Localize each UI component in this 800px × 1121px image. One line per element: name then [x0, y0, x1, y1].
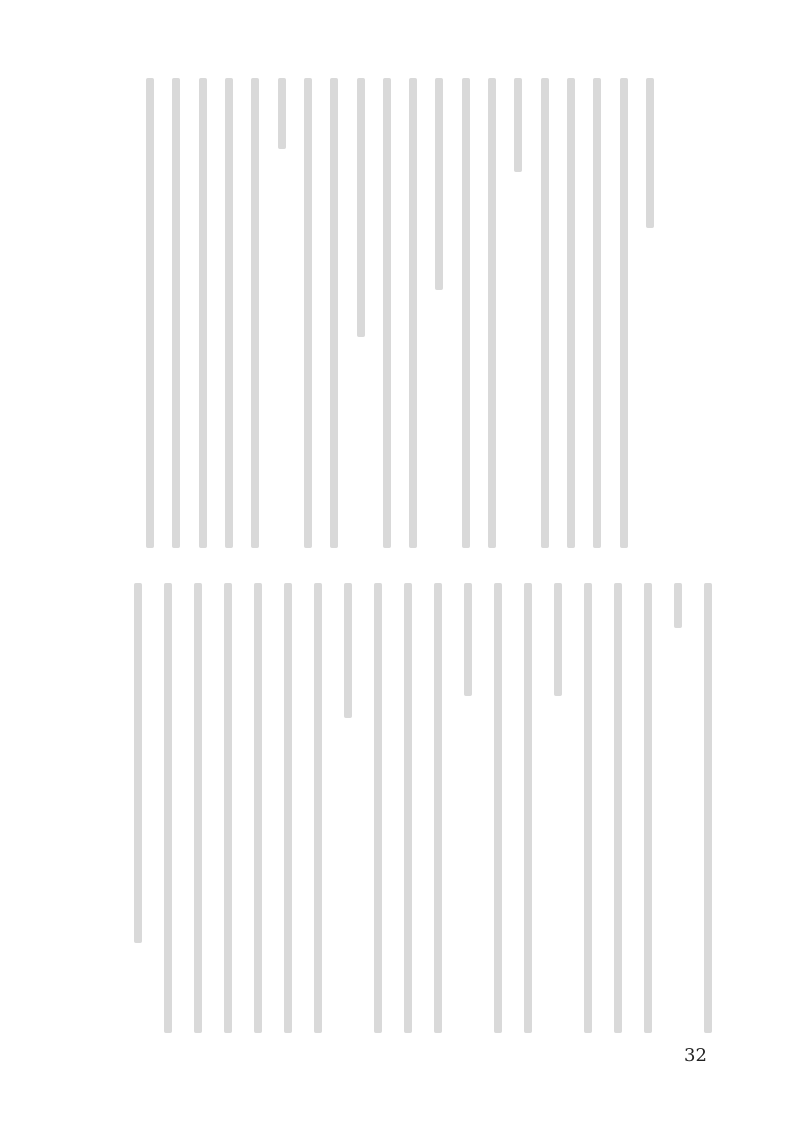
text-line — [368, 583, 388, 1033]
redacted-line-placeholder — [224, 583, 232, 1033]
text-line — [640, 78, 660, 548]
redacted-line-placeholder — [704, 583, 712, 1033]
text-line — [698, 583, 718, 1033]
text-line — [188, 583, 208, 1033]
text-line — [298, 78, 318, 548]
text-line — [587, 78, 607, 548]
text-line — [403, 78, 423, 548]
redacted-line-placeholder — [514, 78, 522, 172]
text-line — [308, 583, 328, 1033]
redacted-line-placeholder — [146, 78, 154, 548]
redacted-line-placeholder — [614, 583, 622, 1033]
redacted-line-placeholder — [374, 583, 382, 1033]
redacted-line-placeholder — [644, 583, 652, 1033]
text-line — [535, 78, 555, 548]
redacted-line-placeholder — [593, 78, 601, 548]
redacted-line-placeholder — [251, 78, 259, 548]
text-line — [488, 583, 508, 1033]
text-line — [508, 78, 528, 548]
redacted-line-placeholder — [488, 78, 496, 548]
redacted-line-placeholder — [567, 78, 575, 548]
text-line — [561, 78, 581, 548]
text-line — [614, 78, 634, 548]
text-line — [245, 78, 265, 548]
text-line — [377, 78, 397, 548]
text-line — [338, 583, 358, 1033]
redacted-line-placeholder — [434, 583, 442, 1033]
page-number: 32 — [684, 1045, 707, 1066]
text-line — [324, 78, 344, 548]
text-line — [398, 583, 418, 1033]
text-line — [278, 583, 298, 1033]
redacted-line-placeholder — [620, 78, 628, 548]
text-line — [548, 583, 568, 1033]
redacted-line-placeholder — [464, 583, 472, 696]
text-line — [428, 583, 448, 1033]
redacted-line-placeholder — [462, 78, 470, 548]
redacted-line-placeholder — [357, 78, 365, 337]
text-line — [351, 78, 371, 548]
redacted-line-placeholder — [225, 78, 233, 548]
redacted-line-placeholder — [194, 583, 202, 1033]
redacted-line-placeholder — [404, 583, 412, 1033]
text-line — [140, 78, 160, 548]
text-line — [608, 583, 628, 1033]
text-line — [219, 78, 239, 548]
text-line — [128, 583, 148, 1033]
redacted-line-placeholder — [674, 583, 682, 628]
text-line — [193, 78, 213, 548]
text-line — [248, 583, 268, 1033]
text-line — [429, 78, 449, 548]
lower-text-block — [128, 583, 718, 1033]
redacted-line-placeholder — [330, 78, 338, 548]
redacted-line-placeholder — [304, 78, 312, 548]
redacted-line-placeholder — [435, 78, 443, 290]
redacted-line-placeholder — [344, 583, 352, 718]
redacted-line-placeholder — [134, 583, 142, 943]
redacted-line-placeholder — [554, 583, 562, 696]
text-line — [578, 583, 598, 1033]
redacted-line-placeholder — [199, 78, 207, 548]
redacted-line-placeholder — [383, 78, 391, 548]
redacted-line-placeholder — [584, 583, 592, 1033]
text-line — [218, 583, 238, 1033]
redacted-line-placeholder — [646, 78, 654, 228]
text-line — [166, 78, 186, 548]
text-line — [638, 583, 658, 1033]
redacted-line-placeholder — [524, 583, 532, 1033]
text-line — [158, 583, 178, 1033]
upper-text-block — [140, 78, 660, 548]
text-line — [668, 583, 688, 1033]
text-line — [518, 583, 538, 1033]
text-line — [272, 78, 292, 548]
redacted-line-placeholder — [284, 583, 292, 1033]
redacted-line-placeholder — [164, 583, 172, 1033]
redacted-line-placeholder — [254, 583, 262, 1033]
redacted-line-placeholder — [494, 583, 502, 1033]
text-line — [458, 583, 478, 1033]
redacted-line-placeholder — [314, 583, 322, 1033]
redacted-line-placeholder — [278, 78, 286, 149]
redacted-line-placeholder — [172, 78, 180, 548]
text-line — [456, 78, 476, 548]
redacted-line-placeholder — [409, 78, 417, 548]
redacted-line-placeholder — [541, 78, 549, 548]
text-line — [482, 78, 502, 548]
